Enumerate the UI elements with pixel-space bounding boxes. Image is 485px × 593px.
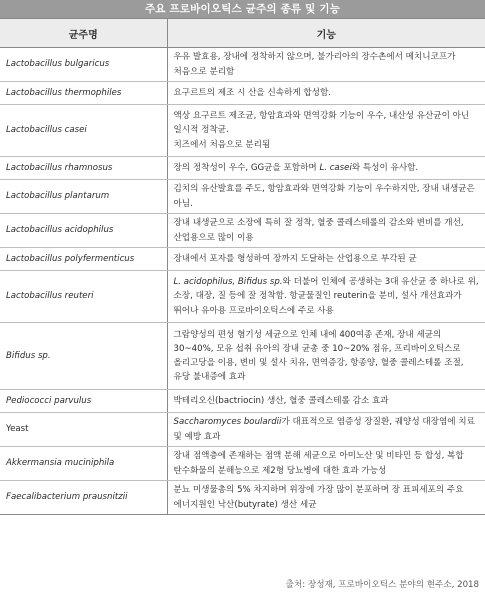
strain-name: Lactobacillus polyfermenticus xyxy=(0,248,167,271)
strain-name: Faecalibacterium prausnitzii xyxy=(0,481,167,515)
source-citation: 출처: 장성재, 프로바이오틱스 분야의 현주소, 2018 xyxy=(285,580,479,590)
strain-name: Lactobacillus bulgaricus xyxy=(0,48,167,82)
strain-name: Lactobacillus reuteri xyxy=(0,271,167,323)
species-name: Saccharomyces boulardii xyxy=(173,417,282,428)
strain-name: Lactobacillus rhamnosus xyxy=(0,157,167,180)
species-name: L. acidophilus, Bifidus sp. xyxy=(173,277,283,288)
table-row xyxy=(0,48,485,82)
strain-function: 김치의 유산발효를 주도, 항암효과와 면역강화 기능이 우수하지만, 장내 내생균은 아님. xyxy=(167,180,485,214)
table-row xyxy=(0,323,485,390)
table-row xyxy=(0,481,485,515)
strain-name: Yeast xyxy=(0,413,167,447)
strain-function-text: 액상 요구르트 제조균, 항암효과와 면역강화 기능이 우수, 내산성 유산균이 아닌 일시적 정착균. xyxy=(173,111,470,136)
strain-function xyxy=(167,157,485,180)
strain-name: Bifidus sp. xyxy=(0,323,167,390)
strain-function xyxy=(167,413,485,447)
strain-name: Akkermansia muciniphila xyxy=(0,447,167,481)
table-row xyxy=(0,180,485,214)
table-row xyxy=(0,390,485,413)
strain-name: Lactobacillus plantarum xyxy=(0,180,167,214)
strain-function-note: 치즈에서 처음으로 분리됨 xyxy=(173,139,271,150)
strain-function: 장내 내생균으로 소장에 특히 잘 정착, 혈중 콜레스테롤의 감소와 변비를 개선, 산업용으로 많이 이용 xyxy=(167,214,485,248)
species-name: L. casei xyxy=(319,162,352,173)
table-row xyxy=(0,157,485,180)
strain-function: 그람양성의 편성 혐기성 세균으로 인체 내에 400여종 존재, 장내 세균의 30~40%, 모유 섭취 유아의 장내 균총 중 10~20% 점유, 프리바이오틱스로 올리고당을 이용, 변비 및 설사 치유, 면역증강, 항종양, 혈중 콜레스테롤 조절, 유당 불내증에 효과 xyxy=(167,323,485,390)
strain-name: Pediococci parvulus xyxy=(0,390,167,413)
strain-function-text: 가 대표적으로 염증성 장질환, 궤양성 대장염에 치료 및 예방 효과 xyxy=(173,417,475,442)
table-row xyxy=(0,214,485,248)
strain-function xyxy=(167,105,485,157)
probiotic-strain-table xyxy=(0,18,485,515)
strain-function: 박테리오신(bactriocin) 생산, 혈중 콜레스테롤 감소 효과 xyxy=(167,390,485,413)
strain-function-text: 와 특성이 유사함. xyxy=(351,162,419,173)
column-header-function: 기능 xyxy=(167,19,485,48)
strain-function: 분뇨 미생물총의 5% 차지하며 위장에 가장 많이 분포하며 장 표피세포의 주요 에너지원인 낙산(butyrate) 생산 세균 xyxy=(167,481,485,515)
table-row xyxy=(0,105,485,157)
table-header-row xyxy=(0,19,485,48)
strain-function-text: 장의 정착성이 우수, GG균을 포함하며 xyxy=(173,162,320,173)
strain-name: Lactobacillus thermophiles xyxy=(0,82,167,105)
strain-name: Lactobacillus acidophilus xyxy=(0,214,167,248)
table-row xyxy=(0,82,485,105)
strain-function-text: 와 더불어 인체에 공생하는 3대 유산균 중 하나로 위, 소장, 대장, 질 등에 잘 정착함. 항균물질인 reuterin을 분비, 설사 개선효과가 뛰어나 유아용 프로바이오틱스에 주로 사용 xyxy=(173,277,479,316)
strain-function xyxy=(167,271,485,323)
column-header-strain: 균주명 xyxy=(0,19,167,48)
table-row xyxy=(0,413,485,447)
table-title: 주요 프로바이오틱스 균주의 종류 및 기능 xyxy=(0,0,485,18)
table-row xyxy=(0,248,485,271)
strain-function: 장내 점액층에 존재하는 점액 분해 세균으로 아미노산 및 비타민 등 합성, 복합 탄수화물의 분해능으로 제2형 당뇨병에 대한 효과 가능성 xyxy=(167,447,485,481)
strain-function: 우유 발효용, 장내에 정착하지 않으며, 불가리아의 장수촌에서 메치니코프가 처음으로 분리함 xyxy=(167,48,485,82)
table-row xyxy=(0,271,485,323)
strain-name: Lactobacillus casei xyxy=(0,105,167,157)
table-row xyxy=(0,447,485,481)
strain-function: 요구르트의 제조 시 산을 신속하게 합성함. xyxy=(167,82,485,105)
strain-function: 장내에서 포자를 형성하여 장까지 도달하는 산업용으로 부각된 균 xyxy=(167,248,485,271)
